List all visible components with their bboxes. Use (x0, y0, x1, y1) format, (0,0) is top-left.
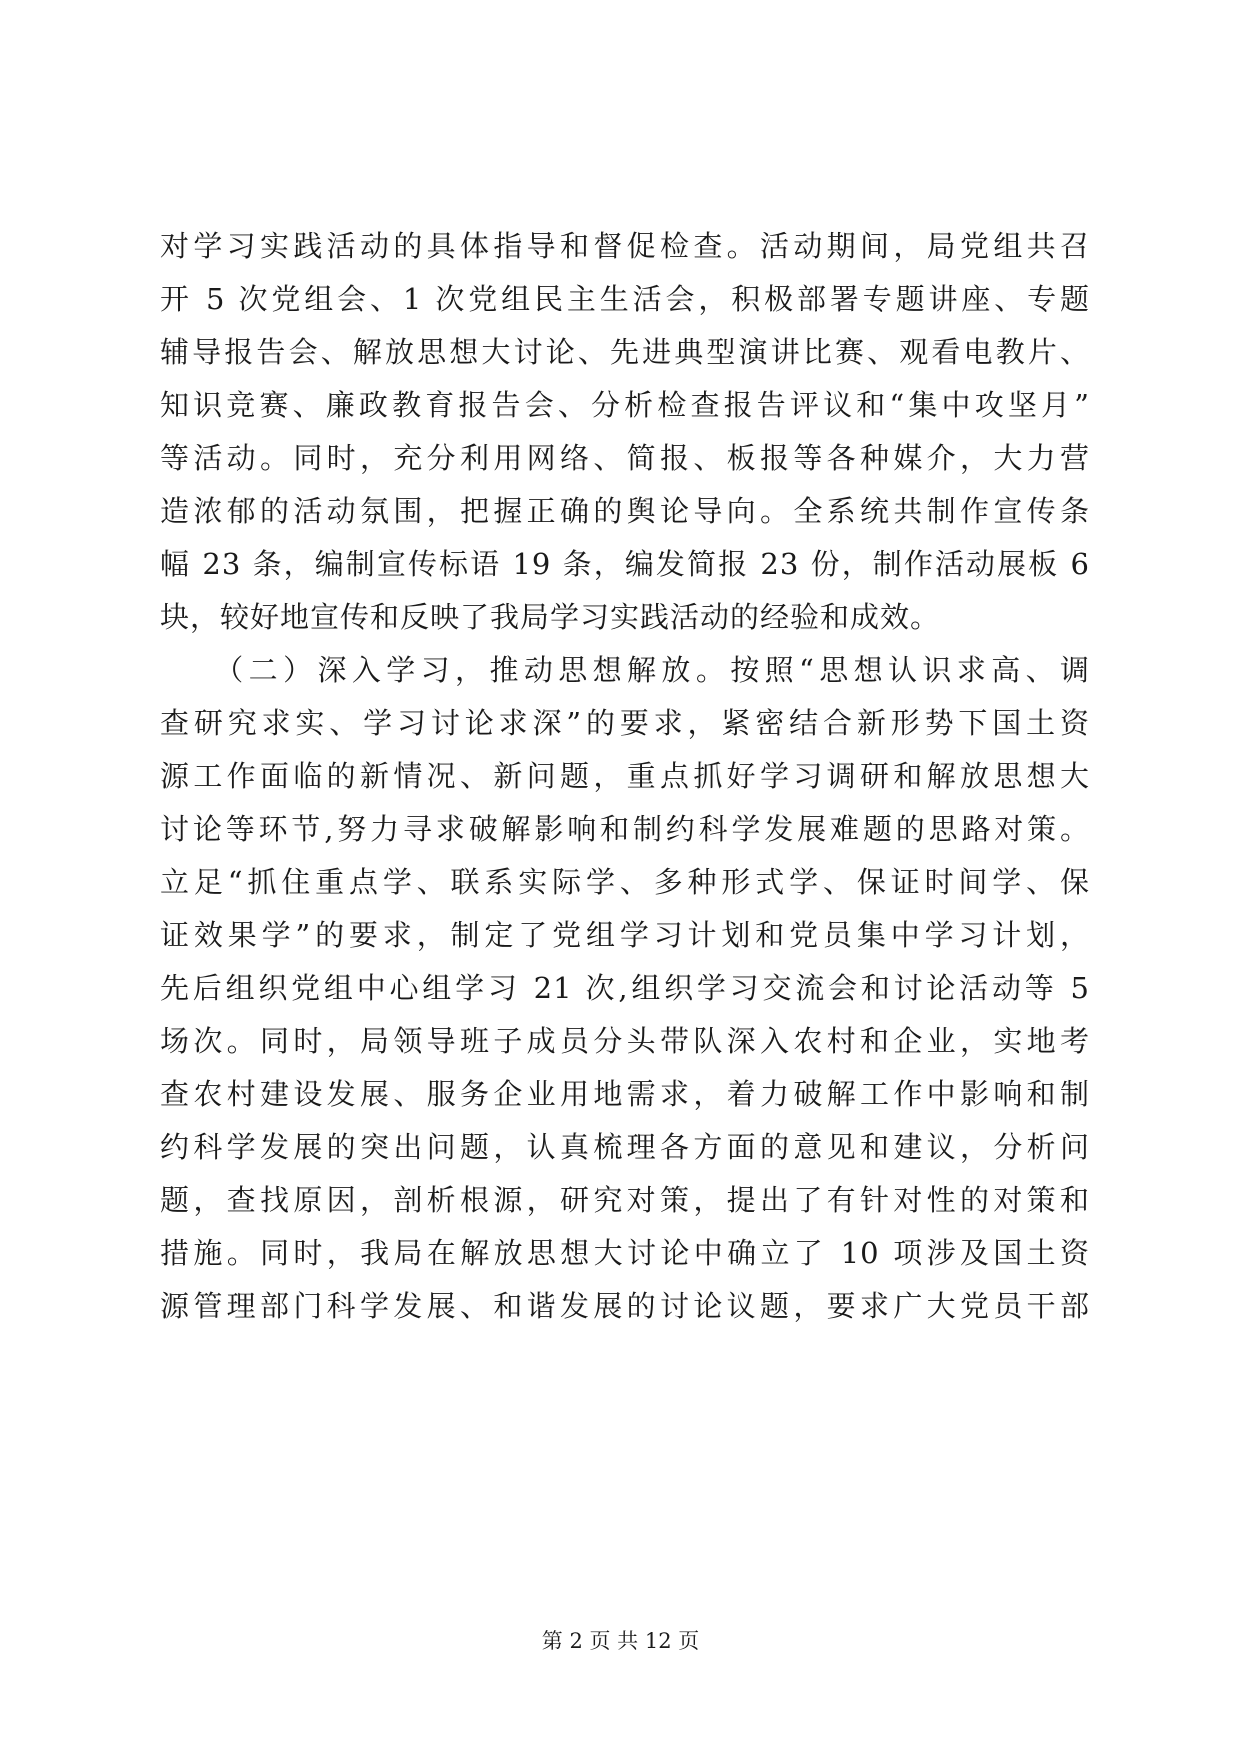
text-line: 源管理部门科学发展、和谐发展的讨论议题，要求广大党员干部 (160, 1289, 1090, 1323)
paragraph-heading-line: （二）深入学习，推动思想解放。按照“思想认识求高、调 (160, 653, 1090, 687)
body-text (160, 220, 1090, 1333)
text-line: 查研究求实、学习讨论求深”的要求，紧密结合新形势下国土资 (160, 706, 1090, 740)
text-line: 场次。同时，局领导班子成员分头带队深入农村和企业，实地考 (160, 1024, 1090, 1058)
text-line: 块，较好地宣传和反映了我局学习实践活动的经验和成效。 (160, 600, 941, 634)
text-line: 开 5 次党组会、1 次党组民主生活会，积极部署专题讲座、专题 (160, 282, 1090, 316)
text-line: 等活动。同时，充分利用网络、简报、板报等各种媒介，大力营 (160, 441, 1090, 475)
text-line: 题，查找原因，剖析根源，研究对策，提出了有针对性的对策和 (160, 1183, 1090, 1217)
text-line: 立足“抓住重点学、联系实际学、多种形式学、保证时间学、保 (160, 865, 1090, 899)
text-line: 证效果学”的要求，制定了党组学习计划和党员集中学习计划， (160, 918, 1090, 952)
text-line: 查农村建设发展、服务企业用地需求，着力破解工作中影响和制 (160, 1077, 1090, 1111)
text-line: 源工作面临的新情况、新问题，重点抓好学习调研和解放思想大 (160, 759, 1090, 793)
text-line: 造浓郁的活动氛围，把握正确的舆论导向。全系统共制作宣传条 (160, 494, 1090, 528)
text-line: 先后组织党组中心组学习 21 次,组织学习交流会和讨论活动等 5 (160, 971, 1090, 1005)
text-line: 约科学发展的突出问题，认真梳理各方面的意见和建议，分析问 (160, 1130, 1090, 1164)
text-line: 对学习实践活动的具体指导和督促检查。活动期间，局党组共召 (160, 229, 1090, 263)
text-line: 幅 23 条，编制宣传标语 19 条，编发简报 23 份，制作活动展板 6 (160, 547, 1090, 581)
text-line: 知识竞赛、廉政教育报告会、分析检查报告评议和“集中攻坚月” (160, 388, 1090, 422)
page-number-footer: 第 2 页 共 12 页 (541, 1629, 700, 1653)
text-line: 讨论等环节,努力寻求破解影响和制约科学发展难题的思路对策。 (160, 812, 1090, 846)
text-line: 措施。同时，我局在解放思想大讨论中确立了 10 项涉及国土资 (160, 1236, 1090, 1270)
text-line: 辅导报告会、解放思想大讨论、先进典型演讲比赛、观看电教片、 (160, 335, 1090, 369)
